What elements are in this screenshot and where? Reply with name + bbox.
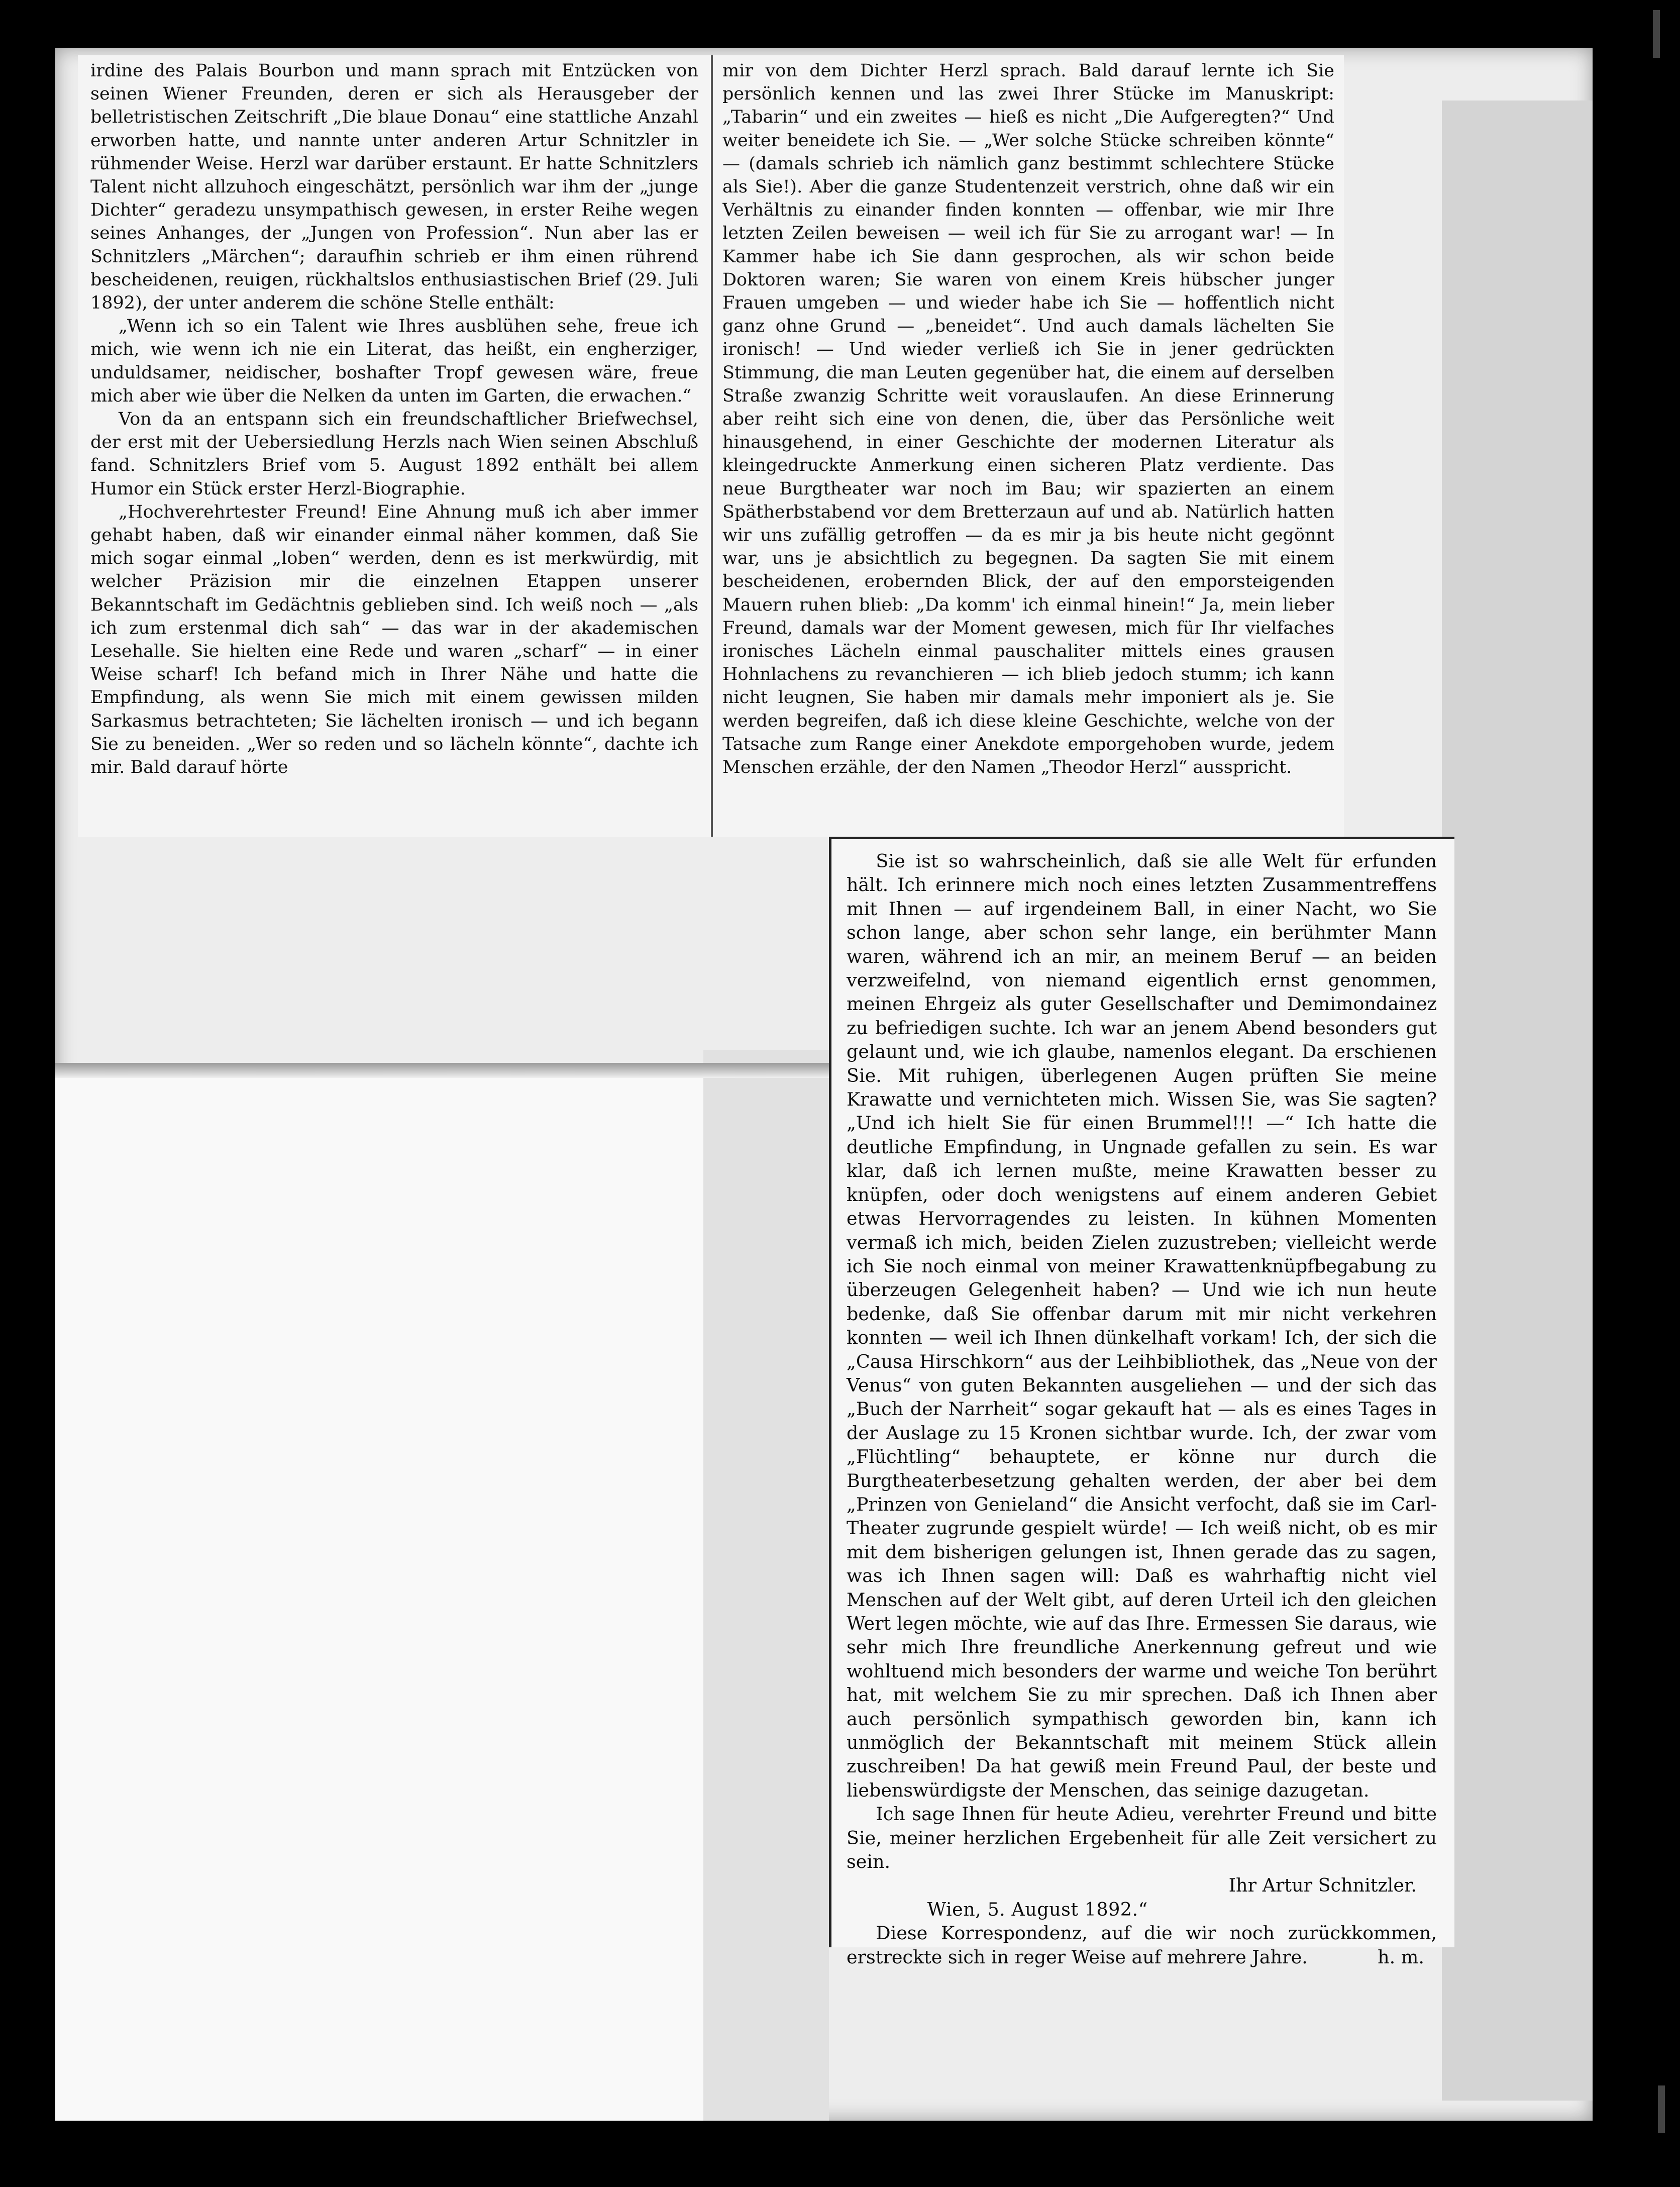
signature: Ihr Artur Schnitzler. — [1228, 1874, 1417, 1897]
paragraph: Sie ist so wahrscheinlich, daß sie alle Welt für erfunden hält. Ich erinnere mich noch eines letzten Zusammentreffens mit Ihnen — auf irgendeinem Ball, in einer Nacht, wo Sie schon lange, aber schon sehr lange, ein berühmter Mann waren, während ich an mir, an meinem Beruf — an beiden verzweifelnd, von niemand eigentlich ernst genommen, meinen Ehrgeiz als guter Gesellschafter und Demimondainez zu befriedigen suchte. Ich war an jenem Abend besonders gut gelaunt und, wie ich glaube, namenlos elegant. Da erschienen Sie. Mit ruhigen, überlegenen Augen prüften Sie meine Krawatte und vernichteten mich. Wissen Sie, was Sie sagten? „Und ich hielt Sie für einen Brummel!!! —“ Ich hatte die deutliche Empfindung, in Ungnade gefallen zu sein. Es war klar, daß ich lernen mußte, meine Krawatten besser zu knüpfen, oder doch wenigstens auf einem anderen Gebiet etwas Hervorragendes zu leisten. In kühnen Momenten vermaß ich mich, beiden Zielen zuzustreben; vielleicht werde ich Sie noch einmal von meiner Krawattenknüpfbegabung zu überzeugen Gelegenheit haben? — Und wie ich nun heute bedenke, daß Sie offenbar darum mit mir nicht verkehren konnten — weil ich Ihnen dünkelhaft vorkam! Ich, der sich die „Causa Hirschkorn“ aus der Leihbibliothek, das „Neue von der Venus“ von guten Bekannten ausgeliehen — und der sich das „Buch der Narrheit“ sogar gekauft hat — als es eines Tages in der Auslage zu 15 Kronen sichtbar wurde. Ich, der zwar vom „Flüchtling“ behauptete, er könne nur durch die Burgtheaterbesetzung gehalten werden, der aber bei dem „Prinzen von Genieland“ die Ansicht verfocht, daß sie im Carl-Theater zugrunde gespielt würde! — Ich weiß nicht, ob es mir mit dem bisherigen gelungen ist, Ihnen gerade das zu sagen, was ich Ihnen sagen will: Daß es wahrhaftig nicht viel Menschen auf der Welt gibt, auf deren Urteil ich den gleichen Wert legen möchte, wie auf das Ihre. Ermessen Sie daraus, wie sehr mich Ihre freundliche Anerkennung gefreut und wie wohltuend mich besonders der warme und weiche Ton berührt hat, mit welchem Sie zu mir sprechen. Daß ich Ihnen aber auch persönlich sympathisch geworden bin, kann ich unmöglich der Bekanntschaft mit meinem Stück allein zuschreiben! Da hat gewiß mein Freund Paul, der beste und liebenswürdigste der Menschen, das seinige dazugetan. — [847, 850, 1437, 1801]
paragraph: „Hochverehrtester Freund! Eine Ahnung muß ich aber immer gehabt haben, daß wir einander einmal näher kommen, daß Sie mich sogar einmal „loben“ werden, denn es ist merkwürdig, mit welcher Präzision mir die einzelnen Etappen unserer Bekanntschaft im Gedächtnis geblieben sind. Ich weiß noch — „als ich zum erstenmal dich sah“ — das war in der akademischen Lesehalle. Sie hielten eine Rede und waren „scharf“ — in einer Weise scharf! Ich befand mich in Ihrer Nähe und hatte die Empfindung, als wenn Sie mich mit einem gewissen milden Sarkasmus betrachteten; Sie lächelten ironisch — und ich begann Sie zu beneiden. „Wer so reden und so lächeln könnte“, dachte ich mir. Bald darauf hörte — [90, 502, 698, 778]
closing-paragraph — [847, 1921, 1437, 1969]
article-column-1 — [90, 59, 698, 833]
scan-edge-mark — [1653, 10, 1660, 58]
torn-edge — [55, 1063, 829, 1078]
newspaper-clipping-continuation — [829, 837, 1454, 1968]
paragraph: Ich sage Ihnen für heute Adieu, verehrter Freund und bitte Sie, meiner herzlichen Ergebenheit für alle Zeit versichert zu sein. — [847, 1803, 1437, 1873]
author-initials: h. m. — [1378, 1946, 1424, 1968]
paragraph: mir von dem Dichter Herzl sprach. Bald darauf lernte ich Sie persönlich kennen und las zwei Ihrer Stücke im Manuskript: „Tabarin“ und ein zweites — hieß es nicht „Die Aufgeregten?“ Und weiter beneidete ich Sie. — „Wer solche Stücke schreiben könnte“ — (damals schrieb ich nämlich ganz bestimmt schlechtere Stücke als Sie!). Aber die ganze Studentenzeit verstrich, ohne daß wir ein Verhältnis zu einander finden konnten — offenbar, wie mir Ihre letzten Zeilen beweisen — weil ich für Sie zu arrogant war! — In Kammer habe ich Sie dann gesprochen, als wir schon beide Doktoren waren; Sie waren von einem Kreis hübscher junger Frauen umgeben — und wieder habe ich Sie — hoffentlich nicht ganz ohne Grund — „beneidet“. Und auch damals lächelten Sie ironisch! — Und wieder verließ ich Sie in jener gedrückten Stimmung, die man Leuten gegenüber hat, die einem auf derselben Straße zwanzig Schritte weit vorauslaufen. An diese Erinnerung aber reiht sich eine von denen, die, über das Persönliche weit hinausgehend, in einer Geschichte der modernen Literatur als kleingedruckte Anmerkung einen sicheren Platz verdiente. Das neue Burgtheater war noch im Bau; wir spazierten an einem Spätherbstabend vor dem Bretterzaun auf und ab. Natürlich hatten wir uns zufällig getroffen — da es mir ja bis heute nicht gegönnt war, uns je absichtlich zu begegnen. Da sagten Sie mit einem bescheidenen, erobernden Blick, der auf den emporsteigenden Mauern ruhen blieb: „Da komm' ich einmal hinein!“ Ja, mein lieber Freund, damals war der Moment gewesen, mich für Ihr vielfaches ironisches Lächeln einmal pauschaliter mittels eines grausen Hohnlachens zu revanchieren — ich blieb jedoch stumm; ich kann nicht leugnen, Sie haben mir damals mehr imponiert als je. Sie werden begreifen, daß ich diese kleine Geschichte, welche von der Tatsache zum Range einer Anekdote emporgehoben wurde, jedem Menschen erzähle, der den Namen „Theodor Herzl“ ausspricht. — [722, 61, 1334, 778]
paragraph: irdine des Palais Bourbon und mann sprach mit Entzücken von seinen Wiener Freunden, deren er sich als Herausgeber der belletristischen Zeitschrift „Die blaue Donau“ eine stattliche Anzahl erworben hatte, und nannte unter anderen Artur Schnitzler in rühmender Weise. Herzl war darüber erstaunt. Er hatte Schnitzlers Talent nicht allzuhoch eingeschätzt, persönlich war ihm der „junge Dichter“ geradezu unsympathisch gewesen, in erster Reihe wegen seines Anhanges, der „Jungen von Profession“. Nun aber las er Schnitzlers „Märchen“; daraufhin schrieb er ihm einen rührend bescheidenen, reuigen, rückhaltslos enthusiastischen Brief (29. Juli 1892), der unter anderem die schöne Stelle enthält: — [90, 61, 698, 314]
paragraph: „Wenn ich so ein Talent wie Ihres ausblühen sehe, freue ich mich, wie wenn ich nie ein Literat, das heißt, ein engherziger, unduldsamer, neidischer, boshafter Tropf gewesen wäre, freue mich aber wie über die Nelken da unten im Garten, die erwachen.“ — [90, 316, 698, 406]
blank-paper-area — [55, 1070, 703, 2121]
clipping-text — [847, 849, 1437, 1969]
fold-shadow — [703, 1050, 829, 2121]
scan-shadow — [1442, 101, 1593, 2101]
column-divider — [711, 55, 713, 837]
paragraph: Von da an entspann sich ein freundschaftlicher Briefwechsel, der erst mit der Uebersiedlung Herzls nach Wien seinen Abschluß fand. Schnitzlers Brief vom 5. August 1892 enthält bei allem Humor ein Stück erster Herzl-Biographie. — [90, 409, 698, 499]
letter-date: Wien, 5. August 1892.“ — [927, 1898, 1148, 1920]
closing-text: Diese Korrespondenz, auf die wir noch zurückkommen, erstreckte sich in reger Weise auf mehrere Jahre. — [847, 1922, 1437, 1968]
article-column-2 — [722, 59, 1334, 833]
scan-edge-mark — [1658, 2085, 1665, 2133]
